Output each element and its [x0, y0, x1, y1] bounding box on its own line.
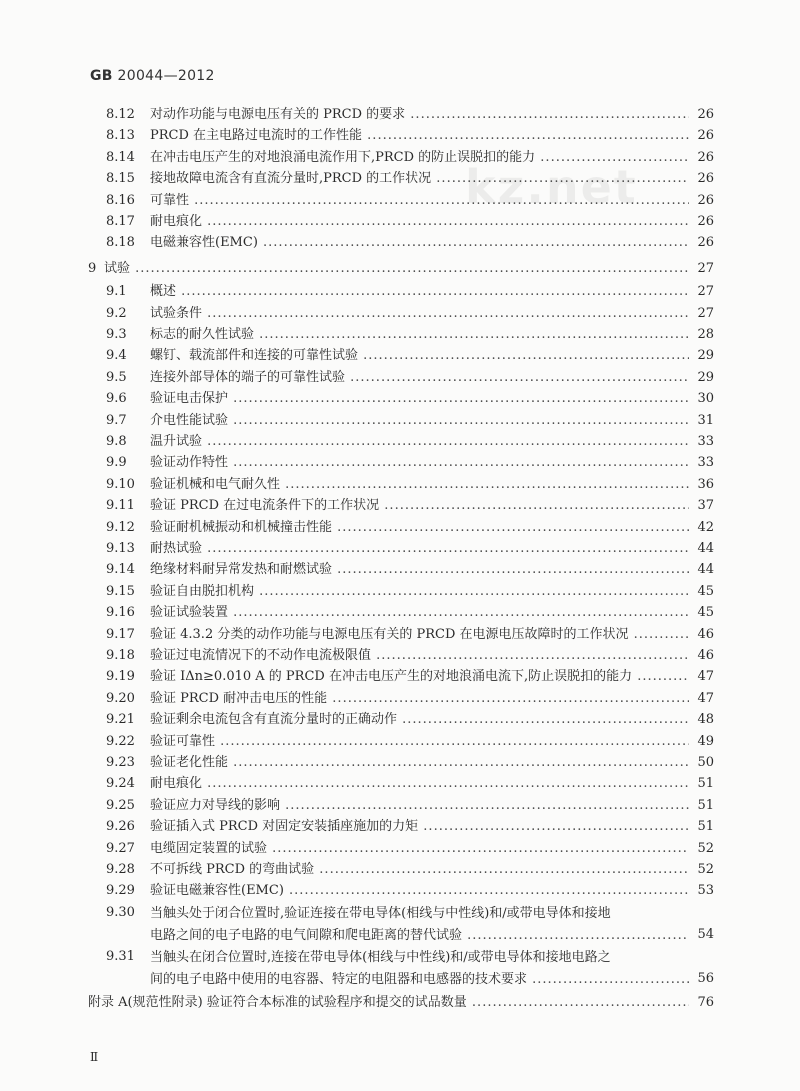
toc-entry[interactable] — [88, 148, 714, 168]
toc-entry[interactable] — [88, 389, 714, 409]
toc-entry[interactable] — [88, 475, 714, 495]
toc-entry-number: 8.18 — [106, 235, 135, 251]
toc-entry[interactable] — [88, 582, 714, 602]
page-number-roman: Ⅱ — [90, 1050, 99, 1064]
toc-entry-page: 27 — [689, 282, 714, 302]
toc-entry-page: 26 — [689, 233, 714, 253]
toc-entry-number: 9.17 — [106, 626, 135, 642]
toc-entry-number: 9.22 — [106, 733, 135, 749]
toc-entry-title: 不可拆线 PRCD 的弯曲试验 ..... — [150, 860, 714, 880]
toc-entry-title: 验证 IΔn≥0.010 A 的 PRCD 在冲击电压产生的对地浪涌电流下,防止误脱扣的能力 ..... — [150, 667, 714, 687]
toc-entry-title: 验证动作特性 ..... — [150, 453, 714, 473]
toc-entry-title: 绝缘材料耐异常发热和耐燃试验 ..... — [150, 560, 714, 580]
toc-entry[interactable] — [88, 518, 714, 538]
toc-entry-title-line1: 当触头处于闭合位置时,验证连接在带电导体(相线与中性线)和/或带电导体和接地 — [150, 905, 611, 921]
toc-entry-page: 30 — [689, 389, 714, 409]
toc-entry[interactable] — [88, 860, 714, 880]
toc-entry-title: 温升试验 ..... — [150, 432, 714, 452]
toc-entry-page: 46 — [689, 646, 714, 666]
toc-entry-number: 9.11 — [106, 498, 135, 514]
toc-entry[interactable] — [88, 903, 714, 943]
toc-entry-title — [150, 903, 714, 947]
toc-entry-title: 验证 PRCD 在过电流条件下的工作状况 ..... — [150, 496, 714, 516]
toc-entry-page: 33 — [689, 432, 714, 452]
toc-entry-number: 9.8 — [106, 434, 127, 449]
toc-entry-title: 电缆固定装置的试验 ..... — [150, 839, 714, 859]
toc-entry-page: 52 — [689, 839, 714, 859]
toc-entry-number: 9.12 — [106, 519, 135, 535]
toc-entry-page: 56 — [689, 969, 714, 989]
toc-entry-title: 验证机械和电气耐久性 ..... — [150, 475, 714, 495]
toc-entry-title: 标志的耐久性试验 ..... — [150, 325, 714, 345]
toc-entry[interactable] — [88, 881, 714, 901]
toc-entry-number: 9.6 — [106, 391, 127, 407]
toc-entry-number: 9.19 — [106, 669, 135, 685]
toc-entry-page: 47 — [689, 689, 714, 709]
toc-entry-page: 48 — [689, 710, 714, 730]
toc-entry[interactable] — [88, 432, 714, 452]
toc-entry-title: 验证电击保护 ..... — [150, 389, 714, 409]
toc-entry[interactable] — [88, 710, 714, 730]
toc-entry-title — [150, 947, 714, 991]
toc-entry-page: 29 — [689, 368, 714, 388]
toc-entry-title: PRCD 在主电路过电流时的工作性能 ..... — [150, 126, 714, 146]
toc-entry-number: 9.1 — [106, 284, 127, 300]
toc-entry-number: 9.25 — [106, 797, 135, 813]
toc-entry-title: 验证自由脱扣机构 ..... — [150, 582, 714, 602]
toc-entry[interactable] — [88, 817, 714, 837]
toc-entry[interactable] — [88, 732, 714, 752]
toc-entry-page: 44 — [689, 560, 714, 580]
toc-entry[interactable] — [88, 304, 714, 324]
toc-entry-page: 51 — [689, 817, 714, 837]
toc-entry-title: 概述 ..... — [150, 282, 714, 302]
toc-entry-page: 26 — [689, 126, 714, 146]
toc-entry-title: 验证插入式 PRCD 对固定安装插座施加的力矩 ..... — [150, 817, 714, 837]
toc-entry-page: 31 — [689, 411, 714, 431]
toc-entry-number: 9.13 — [106, 541, 135, 556]
toc-entry[interactable] — [88, 282, 714, 302]
toc-entry[interactable] — [88, 212, 714, 232]
toc-entry[interactable] — [88, 233, 714, 253]
toc-entry-number: 8.12 — [106, 107, 135, 122]
toc-entry-number: 8.16 — [106, 192, 135, 208]
toc-entry[interactable] — [88, 325, 714, 345]
toc-entry-number: 9.27 — [106, 840, 135, 856]
toc-entry-title: 连接外部导体的端子的可靠性试验 ..... — [150, 368, 714, 388]
toc-entry-page: 42 — [689, 518, 714, 538]
toc-entry-page: 26 — [689, 105, 714, 125]
toc-entry-page: 27 — [689, 304, 714, 324]
toc-entry-page: 51 — [689, 774, 714, 794]
toc-entry[interactable] — [88, 625, 714, 645]
toc-entry-number: 9.3 — [106, 327, 127, 342]
toc-entry[interactable] — [88, 191, 714, 211]
toc-entry[interactable] — [88, 496, 714, 516]
toc-entry[interactable] — [88, 774, 714, 794]
toc-entry[interactable] — [88, 453, 714, 473]
toc-entry-page: 26 — [689, 148, 714, 168]
toc-entry[interactable] — [88, 539, 714, 559]
toc-entry[interactable] — [88, 753, 714, 773]
toc-entry-title: 验证剩余电流包含有直流分量时的正确动作 ..... — [150, 710, 714, 730]
toc-entry-title: 验证可靠性 ..... — [150, 732, 714, 752]
toc-entry-title: 验证试验装置 ..... — [150, 603, 714, 623]
toc-entry-title: 在冲击电压产生的对地浪涌电流作用下,PRCD 的防止误脱扣的能力 ..... — [150, 148, 714, 168]
toc-entry-page: 53 — [689, 881, 714, 901]
toc-entry-number: 9.23 — [106, 755, 135, 770]
toc-entry-number: 9.2 — [106, 305, 127, 321]
toc-entry[interactable] — [88, 796, 714, 816]
toc-entry[interactable] — [88, 646, 714, 666]
watermark: kz.net — [465, 160, 638, 214]
toc-entry-number: 8.14 — [106, 149, 135, 165]
toc-entry-title: 介电性能试验 ..... — [150, 411, 714, 431]
toc-entry-page: 26 — [689, 169, 714, 189]
toc-entry-number: 9.21 — [106, 712, 135, 728]
toc-entry-page: 47 — [689, 667, 714, 687]
toc-entry-number: 9.5 — [106, 369, 127, 385]
toc-entry-number: 9.14 — [106, 562, 135, 578]
toc-entry-number: 9.29 — [106, 883, 135, 899]
toc-entry-title: 可靠性 ..... — [150, 191, 714, 211]
document-code-text: 20044—2012 — [117, 68, 215, 84]
toc-entry-number: 9.24 — [106, 776, 135, 792]
toc-entry-title: 接地故障电流含有直流分量时,PRCD 的工作状况 ..... — [150, 169, 714, 189]
toc-entry-title: 验证应力对导线的影响 ..... — [150, 796, 714, 816]
toc-entry-page: 76 — [689, 993, 714, 1013]
toc-entry-title: 电磁兼容性(EMC) ..... — [150, 233, 714, 253]
toc-entry-number: 8.15 — [106, 171, 135, 187]
toc-entry-title: 验证耐机械振动和机械撞击性能 ..... — [150, 518, 714, 538]
toc-entry[interactable] — [88, 560, 714, 580]
toc-entry-number: 8.13 — [106, 128, 135, 144]
toc-entry-number: 9.28 — [106, 862, 135, 877]
toc-entry-title-line1: 当触头在闭合位置时,连接在带电导体(相线与中性线)和/或带电导体和接地电路之 — [150, 949, 611, 965]
toc-entry[interactable] — [88, 689, 714, 709]
toc-entry-number: 9.4 — [106, 348, 127, 364]
toc-entry-page: 52 — [689, 860, 714, 880]
toc-entry-number: 9.16 — [106, 605, 135, 621]
toc-entry-page: 44 — [689, 539, 714, 559]
toc-entry[interactable] — [88, 105, 714, 125]
toc-entry[interactable] — [88, 368, 714, 388]
toc-entry-title: 试验条件 ..... — [150, 304, 714, 324]
toc-entry-title-line2: 电路之间的电子电路的电气间隙和爬电距离的替代试验 ..... — [150, 925, 714, 947]
toc-entry-page: 28 — [689, 325, 714, 345]
toc-entry-page: 26 — [689, 191, 714, 211]
toc-entry-title-line2: 间的电子电路中使用的电容器、特定的电阻器和电感器的技术要求 ..... — [150, 969, 714, 991]
toc-entry-number: 9.20 — [106, 690, 135, 706]
document-code: GB 20044—2012 — [90, 68, 215, 84]
toc-entry-number: 9.7 — [106, 412, 127, 428]
toc-entry-number: 9.30 — [106, 904, 135, 920]
toc-entry-number: 9.10 — [106, 476, 135, 492]
toc-entry-number: 9.31 — [106, 948, 135, 964]
toc-entry-page: 29 — [689, 346, 714, 366]
toc-entry-number: 9.18 — [106, 648, 135, 663]
toc-entry-title: 验证过电流情况下的不动作电流极限值 ..... — [150, 646, 714, 666]
toc-entry[interactable] — [88, 169, 714, 189]
toc-entry-page: 27 — [689, 259, 714, 279]
toc-entry-number: 9 — [88, 260, 97, 276]
toc-entry-number: 9.9 — [106, 455, 127, 471]
toc-entry[interactable] — [88, 947, 714, 987]
toc-entry-title: 对动作功能与电源电压有关的 PRCD 的要求 ..... — [150, 105, 714, 125]
toc-entry-page: 54 — [689, 925, 714, 945]
toc-entry-page: 36 — [689, 475, 714, 495]
toc-entry-title: 附录 A(规范性附录) 验证符合本标准的试验程序和提交的试品数量 ..... — [88, 993, 714, 1013]
toc-entry-number: 9.15 — [106, 583, 135, 599]
toc-entry-title: 验证电磁兼容性(EMC) ..... — [150, 881, 714, 901]
toc-entry[interactable] — [88, 346, 714, 366]
toc-entry[interactable] — [88, 126, 714, 146]
toc-entry-number: 8.17 — [106, 214, 135, 229]
toc-entry-page: 49 — [689, 732, 714, 752]
toc-entry-title: 试验 ..... — [104, 259, 714, 279]
toc-entry-page: 33 — [689, 453, 714, 473]
toc-entry-title: 耐热试验 ..... — [150, 539, 714, 559]
toc-entry-title: 验证 PRCD 耐冲击电压的性能 ..... — [150, 689, 714, 709]
toc-entry-page: 26 — [689, 212, 714, 232]
toc-entry-title: 螺钉、载流部件和连接的可靠性试验 ..... — [150, 346, 714, 366]
toc-entry[interactable] — [88, 667, 714, 687]
toc-entry-title: 耐电痕化 ..... — [150, 212, 714, 232]
toc-entry-page: 46 — [689, 625, 714, 645]
toc-entry-page: 37 — [689, 496, 714, 516]
toc-entry-title: 耐电痕化 ..... — [150, 774, 714, 794]
toc-entry[interactable] — [88, 603, 714, 623]
toc-entry-number: 9.26 — [106, 819, 135, 835]
toc-entry-page: 50 — [689, 753, 714, 773]
toc-entry[interactable] — [88, 259, 714, 279]
toc-entry-title: 验证老化性能 ..... — [150, 753, 714, 773]
toc-entry-page: 45 — [689, 603, 714, 623]
toc-entry[interactable] — [88, 839, 714, 859]
toc-entry-title: 验证 4.3.2 分类的动作功能与电源电压有关的 PRCD 在电源电压故障时的工作状况 ..... — [150, 625, 714, 645]
toc-entry-page: 45 — [689, 582, 714, 602]
toc-entry-page: 51 — [689, 796, 714, 816]
toc-entry[interactable] — [88, 411, 714, 431]
toc-entry[interactable] — [88, 993, 714, 1013]
